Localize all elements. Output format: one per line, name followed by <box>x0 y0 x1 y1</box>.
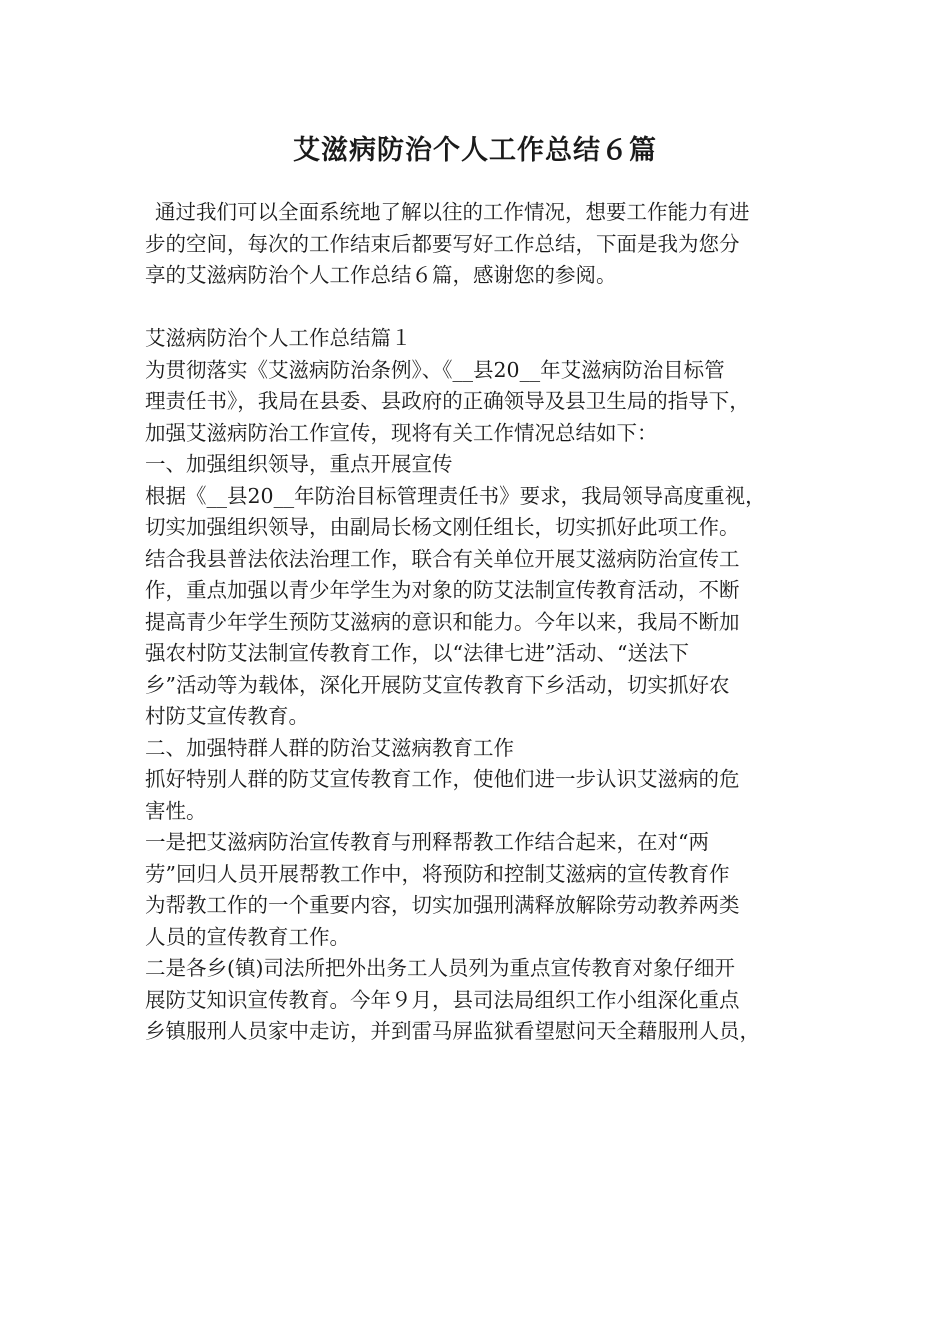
body-line: 抓好特别人群的防艾宣传教育工作，使他们进一步认识艾滋病的危 <box>145 767 740 791</box>
body-line: 强农村防艾法制宣传教育工作，以“法律七进”活动、“送法下 <box>145 641 689 665</box>
intro-line: 享的艾滋病防治个人工作总结６篇，感谢您的参阅。 <box>145 263 617 287</box>
body-line: 提高青少年学生预防艾滋病的意识和能力。今年以来，我局不断加 <box>145 609 740 634</box>
intro-line: 通过我们可以全面系统地了解以往的工作情况，想要工作能力有进 <box>155 200 750 224</box>
document-title: 艾滋病防治个人工作总结６篇 <box>293 135 657 166</box>
body-line: 村防艾宣传教育。 <box>145 704 309 728</box>
body-line: 害性。 <box>145 798 207 823</box>
subheading-line: 一、加强组织领导，重点开展宣传 <box>145 452 453 476</box>
blank-line <box>145 292 815 324</box>
body-line: 展防艾知识宣传教育。今年９月，县司法局组织工作小组深化重点 <box>145 987 740 1012</box>
body-line: 根据《__县20__年防治目标管理责任书》要求，我局领导高度重视， <box>145 483 766 508</box>
body-line: 乡镇服刑人员家中走访，并到雷马屏监狱看望慰问天全藉服刑人员， <box>145 1019 760 1043</box>
body-line: 人员的宣传教育工作。 <box>145 924 350 949</box>
document-body <box>145 197 815 1048</box>
body-line: 一是把艾滋病防治宣传教育与刑释帮教工作结合起来，在对“两 <box>145 830 709 854</box>
body-line: 二是各乡(镇)司法所把外出务工人员列为重点宣传教育对象仔细开 <box>145 956 735 980</box>
subheading-line: 二、加强特群人群的防治艾滋病教育工作 <box>145 735 514 760</box>
body-line: 为贯彻落实《艾滋病防治条例》、《__县20__年艾滋病防治目标管 <box>145 357 725 382</box>
section-heading: 艾滋病防治个人工作总结篇１ <box>145 326 412 350</box>
body-line: 为帮教工作的一个重要内容，切实加强刑满释放解除劳动教养两类 <box>145 893 740 917</box>
body-line: 理责任书》，我局在县委、县政府的正确领导及县卫生局的指导下， <box>145 389 750 413</box>
intro-line: 步的空间，每次的工作结束后都要写好工作总结，下面是我为您分 <box>145 231 740 256</box>
body-line: 加强艾滋病防治工作宣传，现将有关工作情况总结如下： <box>145 420 658 445</box>
body-line: 作，重点加强以青少年学生为对象的防艾法制宣传教育活动，不断 <box>145 578 740 602</box>
body-line: 乡”活动等为载体，深化开展防艾宣传教育下乡活动，切实抓好农 <box>145 672 730 697</box>
body-line: 结合我县普法依法治理工作，联合有关单位开展艾滋病防治宣传工 <box>145 546 740 571</box>
body-line: 切实加强组织领导，由副局长杨文刚任组长，切实抓好此项工作。 <box>145 515 740 539</box>
body-line: 劳”回归人员开展帮教工作中，将预防和控制艾滋病的宣传教育作 <box>145 861 730 886</box>
